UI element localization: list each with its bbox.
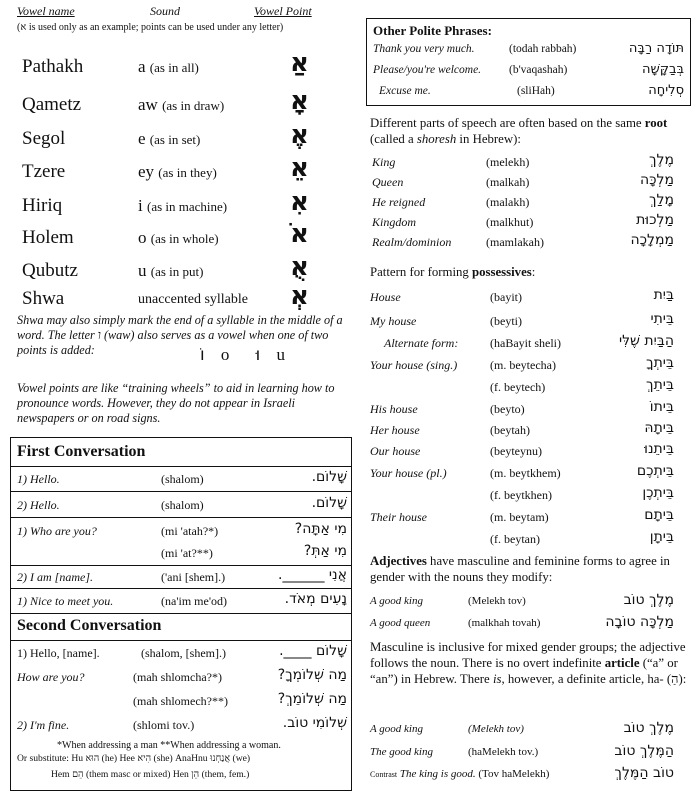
polite2-translit: (b'vaqashah) [509, 64, 568, 76]
root-eng: Queen [372, 175, 404, 189]
poss-eng: Her house [370, 423, 420, 437]
substitute-line-2: Hem הֵם (them masc or mixed) Hen הֵן (them, fem.) [51, 769, 250, 780]
sc1-eng: 1) Hello, [name]. [17, 646, 100, 660]
vowel-name: Qametz [22, 94, 82, 115]
root-translit: (malakh) [486, 195, 530, 209]
vowel-sound: unaccented syllable [138, 292, 249, 307]
conv1-eng: 1) Hello. [17, 472, 60, 486]
example-letter-note: (א is used only as an example; points can be used under any letter) [17, 22, 284, 33]
shwa-note: Shwa may also simply mark the end of a syllable in the middle of a word. The letter ו (waw) also serves as a vowel when one of two points is added: [17, 313, 343, 357]
adj-heb: מַלְכָּה טוֹבָה [605, 614, 674, 630]
article-text: Masculine is inclusive for mixed gender groups; the adjective follows the noun. There is no overt indefinite article (“a” or “an”) in Hebrew. There is, however, a definite article, ha- (הַ): [370, 640, 687, 686]
poss-heb: בֵּיתוֹ [649, 399, 674, 415]
sc1-translit: (shalom, [shem].) [141, 646, 226, 660]
vowel-point: אִ [290, 187, 309, 217]
root-heb: מַלְכוּת [636, 212, 674, 228]
adj-eng: A good queen [370, 617, 431, 629]
root-heb: מַלְכָּה [639, 172, 674, 188]
root-translit: (melekh) [486, 155, 530, 169]
poss-heb: בֵּיתְכֶן [642, 485, 674, 501]
vowel-point: אַ [290, 48, 309, 78]
conv2-eng: 2) Hello. [17, 498, 60, 512]
poss-translit: (f. beytkhen) [490, 488, 552, 502]
sc3-heb: מַה שְּׁלוֹמֵךְ? [277, 691, 347, 707]
polite1-eng: Thank you very much. [373, 43, 475, 55]
first-conversation-title: First Conversation [17, 443, 146, 460]
poss-eng: Your house (sing.) [370, 358, 458, 372]
poss-heb: בֵּיתְךָ [646, 355, 674, 371]
root-eng: Realm/dominion [372, 235, 452, 249]
vowel-point: אָ [290, 86, 309, 116]
conv4-translit: (mi 'at?**) [161, 546, 213, 560]
polite3-heb: סְלִיחָה [648, 83, 684, 98]
root-eng: King [372, 155, 396, 169]
poss-translit: (beyteynu) [490, 444, 542, 458]
vowel-sound: a (as in all) [138, 57, 199, 76]
vowel-point: אֵ [290, 153, 309, 183]
article-eng: The good king [370, 746, 433, 758]
conv1-heb: שָׁלוֹם. [311, 469, 347, 485]
poss-translit: (m. beytecha) [490, 358, 556, 372]
poss-translit: (f. beytech) [490, 380, 546, 394]
vowel-name: Tzere [22, 161, 66, 182]
sound-header: Sound [150, 4, 180, 18]
poss-translit: (haBayit sheli) [490, 336, 561, 350]
vowel-sound: ey (as in they) [138, 162, 217, 181]
poss-heb: בֵּיתִי [650, 311, 674, 327]
sc2-translit: (mah shlomcha?*) [133, 670, 222, 684]
sc4-translit: (shlomi tov.) [133, 718, 195, 732]
root-heb: מַמְלָכָה [630, 232, 674, 248]
vowel-name: Qubutz [22, 260, 78, 281]
sc2-eng: How are you? [17, 670, 85, 684]
vowel-point: אֹ [290, 219, 309, 249]
root-eng: Kingdom [372, 215, 417, 229]
vowel-name: Holem [22, 227, 74, 248]
conv1-translit: (shalom) [161, 472, 204, 486]
adj-eng: A good king [370, 595, 423, 607]
poss-heb: בֵּיתֵנוּ [644, 441, 674, 457]
waw-u: u [276, 345, 286, 364]
adjectives-intro: Adjectives have masculine and feminine forms to agree in gender with the nouns they modify: [370, 554, 670, 584]
article-heb: הַמֶּלֶךְ טוֹב [614, 743, 674, 759]
conv4-heb: מִי אַתְּ? [303, 543, 347, 559]
vowel-name: Pathakh [22, 56, 84, 77]
poss-heb: בֵּיתְכֶם [636, 463, 674, 479]
poss-translit: (bayit) [490, 290, 522, 304]
adj-translit: (Melekh tov) [468, 595, 526, 607]
poss-eng: House [370, 290, 401, 304]
poss-eng: My house [370, 314, 417, 328]
vowel-point: אֻ [290, 252, 309, 282]
adj-translit: (malkhah tovah) [468, 617, 541, 629]
waw-examples [200, 345, 285, 365]
second-conversation-title: Second Conversation [17, 617, 162, 634]
sc3-translit: (mah shlomech?**) [133, 694, 228, 708]
root-translit: (malkah) [486, 175, 530, 189]
vowel-name: Shwa [22, 288, 65, 309]
polite3-translit: (sliHah) [517, 85, 555, 97]
poss-eng: His house [370, 402, 418, 416]
poss-translit: (beytah) [490, 423, 530, 437]
vowel-point-header: Vowel Point [254, 4, 312, 18]
conv5-heb: אֲנִי ______. [278, 567, 347, 583]
conv6-translit: (na'im me'od) [161, 594, 227, 608]
conversation-box [10, 437, 352, 791]
waw-o: o [220, 345, 230, 364]
vowel-point: אֶ [290, 120, 309, 150]
article-eng: A good king [370, 723, 423, 735]
polite1-translit: (todah rabbah) [509, 43, 577, 55]
poss-heb: בֵּיתָהּ [644, 420, 674, 436]
poss-translit: (f. beytan) [490, 532, 540, 546]
root-translit: (malkhut) [486, 215, 534, 229]
conv2-translit: (shalom) [161, 498, 204, 512]
polite-phrases-box [366, 18, 691, 106]
poss-heb: הַבַּיִת שֶׁלִּי [618, 333, 674, 349]
polite2-heb: בְּבַקָּשָׁה [642, 62, 684, 77]
vowel-sound: aw (as in draw) [138, 95, 225, 114]
root-translit: (mamlakah) [486, 235, 544, 249]
conv3-eng: 1) Who are you? [17, 524, 97, 538]
vowel-point: אְ [290, 281, 309, 311]
poss-heb: בֵּיתֵךְ [646, 377, 674, 393]
poss-eng: Your house (pl.) [370, 466, 447, 480]
possessives-intro: Pattern for forming possessives: [370, 265, 536, 279]
conv5-eng: 2) I am [name]. [17, 570, 93, 584]
address-footnote: *When addressing a man **When addressing a woman. [57, 740, 281, 751]
poss-eng: Their house [370, 510, 427, 524]
polite1-heb: תּוֹדָה רַבָּה [628, 41, 684, 56]
vowel-sound: i (as in machine) [138, 196, 228, 215]
waw-holem: וֹ [200, 345, 205, 365]
poss-heb: בֵּיתָם [644, 507, 674, 523]
article-translit: (haMelekh tov.) [468, 746, 539, 758]
poss-translit: (beyti) [490, 314, 522, 328]
vowel-name-header: Vowel name [17, 4, 75, 18]
polite-title: Other Polite Phrases: [373, 23, 492, 38]
vowel-sound: u (as in put) [138, 261, 204, 280]
article-translit: (Melekh tov) [468, 723, 524, 735]
conv2-heb: שָׁלוֹם. [311, 495, 347, 511]
training-note: Vowel points are like “training wheels” to aid in learning how to pronounce words. However, they do not appear in Israeli newspapers or on road signs. [17, 381, 335, 425]
sc2-heb: מַה שְּׁלוֹמְךָ? [277, 667, 347, 683]
vowel-sound: o (as in whole) [138, 228, 219, 247]
contrast-line: Contrast The king is good. (Tov haMelekh) [370, 768, 550, 780]
root-heb: מָלַךְ [649, 192, 674, 208]
root-eng: He reigned [372, 195, 426, 209]
conv5-translit: ('ani [shem].) [161, 570, 226, 584]
poss-heb: בֵּיתָן [649, 529, 674, 545]
sc1-heb: שָׁלוֹם ____. [279, 643, 347, 659]
poss-eng: Our house [370, 444, 421, 458]
vowel-name: Segol [22, 128, 66, 149]
sc4-heb: שְׁלוֹמִי טוֹב. [282, 715, 347, 731]
root-intro: Different parts of speech are often based on the same root (called a shoresh in Hebrew): [370, 116, 668, 146]
poss-eng: Alternate form: [384, 336, 459, 350]
poss-translit: (m. beytam) [490, 510, 549, 524]
waw-shuruq: וּ [255, 345, 261, 365]
contrast-heb: טוֹב הַמֶּלֶךְ [614, 765, 674, 781]
polite2-eng: Please/you're welcome. [373, 64, 482, 76]
sc4-eng: 2) I'm fine. [17, 718, 70, 732]
vowel-sound: e (as in set) [138, 129, 201, 148]
conv3-translit: (mi 'atah?*) [161, 524, 219, 538]
root-heb: מֶלֶךְ [649, 152, 674, 168]
conv6-heb: נָעִים מְאֹד. [284, 591, 347, 607]
conv6-eng: 1) Nice to meet you. [17, 594, 114, 608]
right-column [362, 0, 697, 795]
substitute-line-1: Or substitute: Hu הוּא (he) Hee הִיא (she) AnaHnu אֲנַחְנוּ (we) [17, 753, 251, 764]
conv3-heb: מִי אַתָּה? [294, 521, 347, 537]
article-heb: מֶלֶךְ טוֹב [623, 720, 674, 736]
poss-translit: (beyto) [490, 402, 525, 416]
vowel-name: Hiriq [22, 195, 63, 216]
poss-heb: בַּיִת [653, 287, 674, 303]
poss-translit: (m. beytkhem) [490, 466, 561, 480]
polite3-eng: Excuse me. [379, 85, 431, 97]
adj-heb: מֶלֶךְ טוֹב [623, 592, 674, 608]
